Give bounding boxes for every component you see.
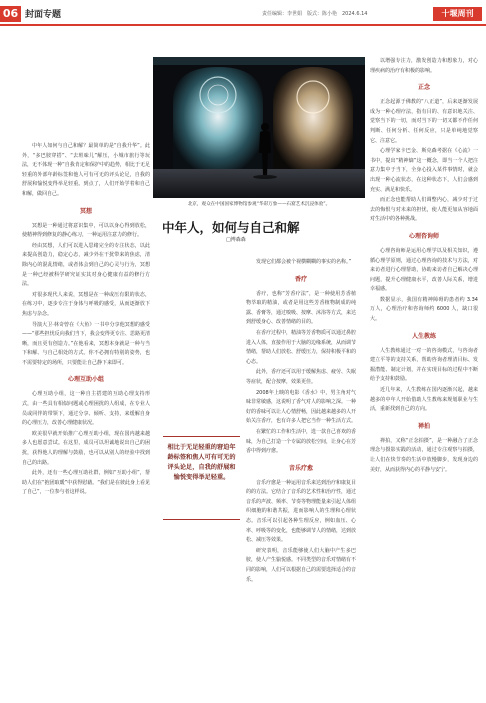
editorial-credits: 责任编辑：李世娟 版式：陈小艳 2024.6.14 — [262, 11, 368, 17]
paragraph: 此外，香疗还可以用于缓解焦虑、疲劳、失眠等症状，配合按摩，效果更佳。 — [246, 369, 357, 385]
paragraph: 以增强专注力，激发创造力和想象力，对心理疾病的治疗有积极的影响。 — [370, 58, 478, 74]
paragraph: 对很多现代人来说，冥想是在一种或压有限的状态，在练习中，逐步专注于身体与呼吸的感受，从而逐渐放下焦虑与杂念。 — [22, 291, 150, 317]
pull-quote — [163, 436, 240, 520]
paragraph: 近几年来，人生教练在国内逐渐兴起，越来越多的中年人开始借助人生教练来规划职业与生活，重新找到自己的方向。 — [370, 387, 478, 413]
paragraph: 人生教练通过一对一的咨询模式，与咨询者建立平等的支持关系，帮助咨询者理清目标、发掘潜能、制定计划，并在实现目标的过程中不断给予支持和鼓励。 — [370, 347, 478, 383]
paragraph: 音乐疗愈是一种运用音乐来达到治疗和康复目的的方法。它结合了音乐的艺术性和治疗性，通过音乐的声波、频率、节奏等物理能量来引起人体组织细胞的和谐共振，进而影响人的生理和心理状态。音乐可以引起各种生理反应，例如血压、心率、呼吸等的变化，也能够调节人的情绪，达到放松、减压等效果。 — [246, 479, 357, 544]
paragraph: 香疗，也称“芳香疗法”，是一种使用芳香植物萃取的精油，或者是用这些芳香植物制成的纯露、香膏等，通过嗅吸、按摩、沐浴等方式，来达到舒缓身心、改善情绪的目的。 — [246, 290, 357, 326]
paragraph: 心理学家卡巴金、斯克森考据在《心流》一书中，提出“精神熵”这一概念，即当一个人把注意力集中于当下，全身心投入某件事情时，就会出现一种心流状态，在这种状态下，人们会感到充实、满足和快乐。 — [370, 148, 478, 193]
paragraph: 经由冥想，人们可以进入思绪完全的专注状态，以此来提高创造力，稳定心态，减少外在干扰带来的焦虑，清除内心的混乱情绪，或者体会到自己的心灵与行为，冥想是一种已经被科学研究证实其对身心健康有益的修行方法。 — [22, 242, 150, 288]
subhead-meditation: 冥想 — [79, 207, 92, 215]
paragraph: 而正念也能帮助人们调整内心，减少对于过去的悔恨与对未来的担忧，使人能更加从容地面对生活中的各种挑战。 — [370, 197, 478, 223]
paragraph: 此外，还有一些心理互助社群，例如“互助小组”，帮助人们在“抱团取暖”中获得慰藉。“我们是在彼此身上看见了自己”，一位参与者这样说。 — [22, 470, 150, 496]
column-1 — [22, 142, 150, 692]
paragraph: 中年人如何与自己和解？最简单的是“自我升华”。此外，“多巴胺穿搭”、“去班味儿”解压，小城市旅行等玩法，无不体现一种“自我肯定和保护中的趋势，相比于无足轻重的外部年龄标签和他人可有可无的评头论足，自我的舒展和愉悦变得举足轻重。到点了，人们开始学着和自己和解，做回自己。 — [22, 143, 150, 197]
column-3 — [370, 57, 478, 697]
article-byline: □博森森 — [226, 237, 246, 243]
page-header — [0, 0, 486, 30]
paragraph: 发现它们都会被个视横糊糊的事实的名称。” — [256, 259, 352, 265]
paragraph: 心理互助小组，这一种自主搭建的互助心理支持形式，由一些具有相似问题或心理困扰的人组成，在专业人员或同伴的带领下，通过分享、倾听、支持，来缓解自身的心理压力，改善心理健康状况。 — [22, 391, 150, 427]
paragraph: 导演大卫·林奇曾在《大鱼》一书中分享他冥想的感受——“那些担忧反向我们当下，我会变得更专注、思路更清晰，而且更有创造力。”在他看来，冥想本身就是一种与当下和解、与自己相处的方式。你不必拥有特别的姿势，也不需要特定的场所，只要能让自己静下来即可。 — [22, 321, 150, 366]
subhead-music-therapy: 音乐疗愈 — [288, 464, 313, 472]
immersive-exhibition-photo — [153, 57, 365, 198]
photo-caption: 北京，观众在中国国家博物馆参观“华彩万象——石窟艺术沉浸体验”。 — [187, 202, 331, 207]
paragraph: 冥想是一种通过将意识集中，可以以身心得到放松，使精神得到修复的静心练习，一种运用注意力的修行。 — [22, 222, 150, 239]
newspaper-brand: 十堰周刊 — [433, 7, 482, 21]
paragraph: 数据显示，我国有精神障碍的患者约 3.34 万人，心理治疗和咨询师约 6000 人，缺口很大。 — [370, 296, 478, 323]
paragraph: 在繁忙的工作和生活中，选一款自己喜欢的香味，为自己打造一个专属的放松空间，让身心在芳香中得到疗愈。 — [246, 428, 357, 455]
subhead-aromatherapy: 香疗 — [294, 275, 307, 283]
column-2-top — [246, 258, 356, 688]
paragraph: 2008年上映的电影《香水》中，男主角对气味非常敏感，这说明了香气对人的影响之深。一种好的香味可以让人心情舒畅，因此越来越多的人开始关注香疗，也有许多人把它当作一种生活方式。 — [246, 389, 357, 425]
subhead-support-group: 心理互助小组 — [67, 376, 104, 384]
paragraph: 研究表明，音乐能够使人们大脑中产生多巴胺，使人产生愉悦感。不同类型的音乐对情绪有不同的影响，人们可以根据自己的需要选择适合的音乐。 — [246, 547, 357, 583]
paragraph: 禅拍，又称“正念拍摄”，是一种融合了正念理念与摄影实践的活动，通过专注观察与拍摄，让人们在快节奏的生活中放慢脚步，发现身边的美好，从而获得内心的平静与安宁。 — [370, 437, 478, 473]
feature-photo — [153, 57, 365, 198]
subhead-mindfulness: 正念 — [417, 84, 430, 92]
subhead-zen-photo: 禅拍 — [417, 422, 430, 430]
subhead-counselor: 心理咨询师 — [408, 232, 439, 240]
subhead-life-coach: 人生教练 — [411, 332, 436, 340]
pull-quote-text: 相比于无足轻重的窘迫年龄标签和焦人可有可无的评头论足，自我的舒展和愉悦变得举足轻重。 — [167, 444, 236, 481]
paragraph: 在香疗过程中，精油等芳香物质可以通过鼻腔进入人体，直接作用于大脑的边缘系统，从而调节情绪，帮助人们放松、舒缓压力，保持积极平和的心态。 — [246, 329, 357, 365]
paragraph: 心理咨询师是运用心理学以及相关知识，遵循心理学原则，通过心理咨询的技术与方法，对来访者进行心理帮助，协助来访者自己解决心理问题，提升心理健康水平，改善人际关系，增进幸福感。 — [370, 247, 478, 293]
article-title: 中年人，如何与自己和解 — [162, 220, 300, 235]
paragraph: 欧美很早就开始推广心理互助小组，现在国内越来越多人也愿意尝试。在这里，成员可以坦诚地说出自己的困扰，获得他人的理解与鼓励，也可以从别人的经验中找到自己的出路。 — [22, 430, 150, 466]
section-name: 封面专题 — [25, 10, 62, 20]
section-number: 06 — [0, 6, 21, 22]
paragraph: 正念起源于佛教的“八正道”，后来逐渐发展成为一种心理疗法，指有目的、有意识地关注、觉察当下的一切，而对当下的一切又都不作任何判断、任何分析、任何反应，只是单纯地觉察它、注意它。 — [370, 99, 478, 144]
header-rule — [0, 24, 486, 26]
